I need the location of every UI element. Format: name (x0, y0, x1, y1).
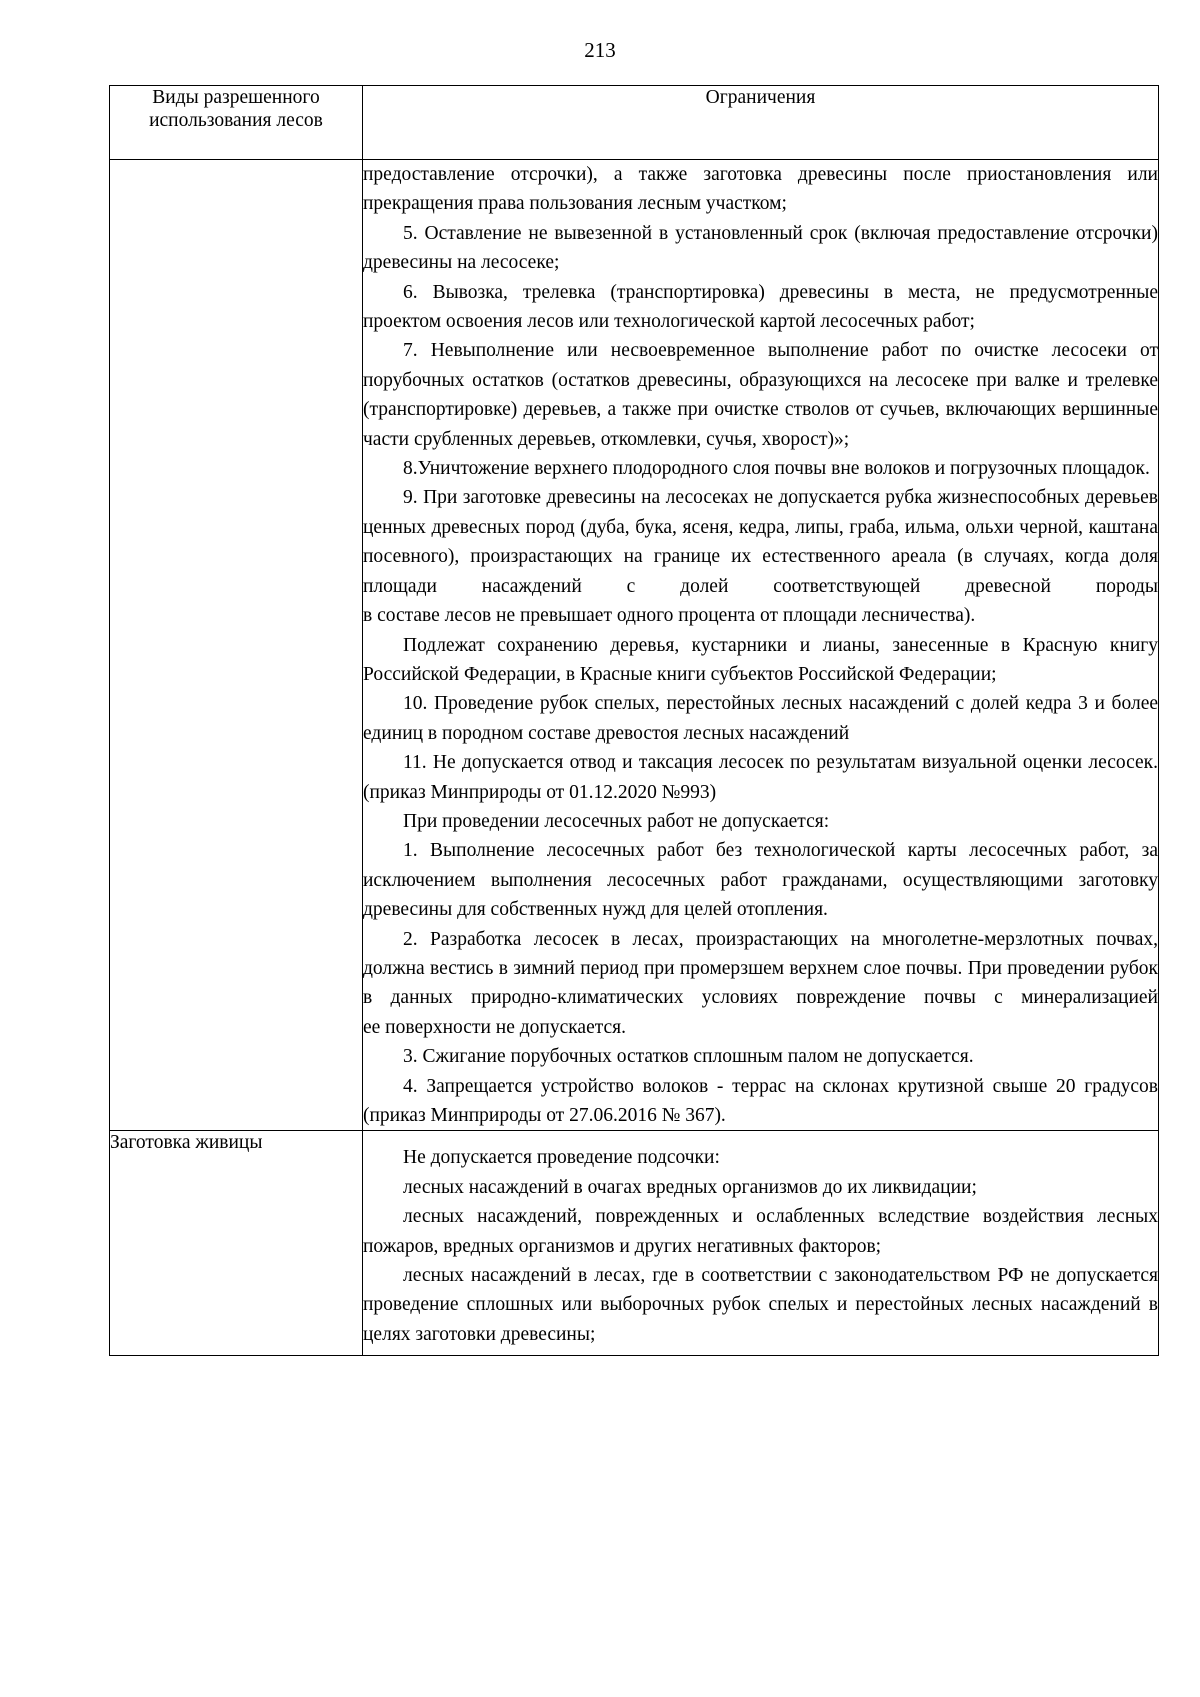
restriction-paragraph: в составе лесов не превышает одного процента от площади лесничества). (363, 605, 976, 627)
restriction-paragraph: При проведении лесосечных работ не допускается: (403, 810, 830, 832)
table-row (110, 160, 1159, 1131)
usage-type-cell: Заготовка живицы (110, 1131, 363, 1356)
restriction-paragraph: 10. Проведение рубок спелых, перестойных лесных насаждений с долей кедра 3 и более единиц в породном составе древостоя лесных насаждений (363, 693, 1158, 744)
restriction-paragraph: ее поверхности не допускается. (363, 1016, 627, 1038)
restriction-paragraph: 11. Не допускается отвод и таксация лесосек по результатам визуальной оценки лесосек. (приказ Минприроды от 01.12.2020 №993) (363, 752, 1158, 803)
restriction-paragraph: 6. Вывозка, трелевка (транспортировка) древесины в места, не предусмотренные проектом освоения лесов или технологической картой лесосечных работ; (363, 281, 1158, 333)
restriction-paragraph: 4. Запрещается устройство волоков - террас на склонах крутизной свыше 20 градусов (приказ Минприроды от 27.06.2016 № 367). (363, 1075, 1158, 1126)
restriction-paragraph: 8.Уничтожение верхнего плодородного слоя почвы вне волоков и погрузочных площадок. (403, 458, 1150, 480)
restriction-paragraph: 9. При заготовке древесины на лесосеках не допускается рубка жизнеспособных деревьев ценных древесных пород (дуба, бука, ясеня, кедра, липы, граба, ильма, ольхи черной, каштана посевного), произрастающих на границе их естественного ареала (в случаях, когда доля площади насаждений с долей соответствующей древесной породы (363, 487, 1158, 597)
table-row (110, 1131, 1159, 1356)
restriction-paragraph: 7. Невыполнение или несвоевременное выполнение работ по очистке лесосеки от порубочных остатков (остатков древесины, образующихся на лесосеке при валке и трелевке (транспортировке) деревьев, а также при очистке стволов от сучьев, включающих вершинные части срубленных деревьев, откомлевки, сучья, хворост)»; (363, 340, 1158, 450)
page-number: 213 (584, 38, 616, 62)
restriction-paragraph: Не допускается проведение подсочки: (403, 1147, 720, 1169)
table-header-row (110, 86, 1159, 160)
restriction-paragraph: 5. Оставление не вывезенной в установленный срок (включая предоставление отсрочки) древесины на лесосеке; (363, 222, 1158, 274)
restriction-paragraph: лесных насаждений в очагах вредных организмов до их ликвидации; (403, 1176, 977, 1198)
restriction-paragraph: 3. Сжигание порубочных остатков сплошным палом не допускается. (403, 1046, 974, 1068)
restriction-paragraph: 1. Выполнение лесосечных работ без технологической карты лесосечных работ, за исключением выполнения лесосечных работ гражданами, осуществляющими заготовку древесины для собственных нужд для целей отопления. (363, 840, 1158, 921)
restriction-paragraph: лесных насаждений, поврежденных и ослабленных вследствие воздействия лесных пожаров, вредных организмов и других негативных факторов; (363, 1206, 1158, 1257)
restriction-paragraph: предоставление отсрочки), а также заготовка древесины после приостановления или прекращения права пользования лесным участком; (363, 164, 1158, 215)
column-header-restrictions: Ограничения (363, 86, 1159, 160)
restrictions-cell (363, 1131, 1159, 1356)
restriction-paragraph: 2. Разработка лесосек в лесах, произрастающих на многолетне-мерзлотных почвах, должна вестись в зимний период при промерзшем верхнем слое почвы. При проведении рубок в данных природно-климатических условиях повреждение почвы с минерализацией (363, 928, 1158, 1009)
restriction-paragraph: Подлежат сохранению деревья, кустарники и лианы, занесенные в Красную книгу Российской Федерации, в Красные книги субъектов Российской Федерации; (363, 634, 1158, 685)
restriction-paragraph: лесных насаждений в лесах, где в соответствии с законодательством РФ не допускается проведение сплошных или выборочных рубок спелых и перестойных лесных насаждений в целях заготовки древесины; (363, 1265, 1158, 1345)
usage-type-cell (110, 160, 363, 1131)
restrictions-cell (363, 160, 1159, 1131)
column-header-usage-type: Виды разрешенного использования лесов (110, 86, 363, 160)
restrictions-table (109, 85, 1159, 1356)
